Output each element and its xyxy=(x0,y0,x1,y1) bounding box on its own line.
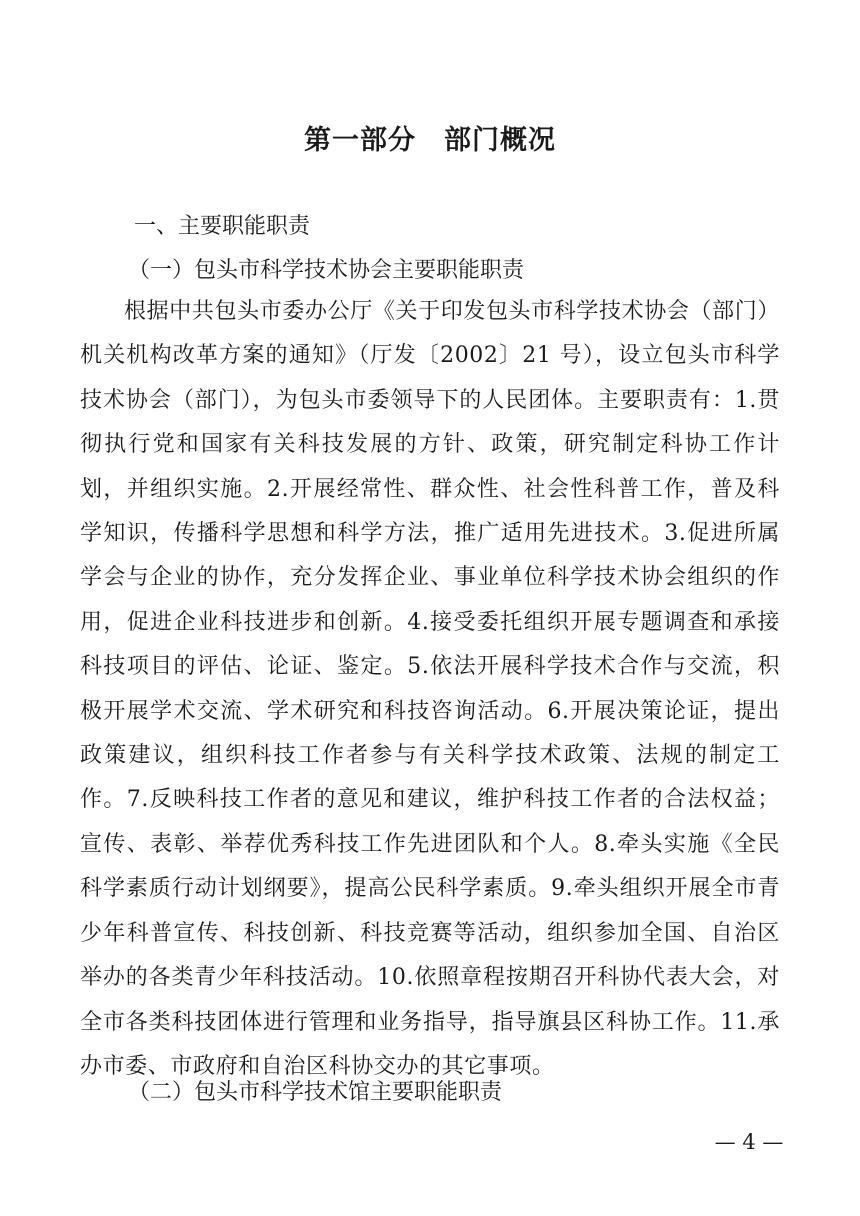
subsection-heading-2: （二）包头市科学技术馆主要职能职责 xyxy=(128,1080,503,1105)
subsection-1-body-paragraph: 根据中共包头市委办公厅《关于印发包头市科学技术协会（部门）机关机构改革方案的通知》（厅发〔2002〕21 号），设立包头市科学技术协会（部门），为包头市委领导下的人民团体。主要职责有：1.贯彻执行党和国家有关科技发展的方针、政策，研究制定科协工作计划，并组织实施。2.开展经常性、群众性、社会性科普工作，普及科学知识，传播科学思想和科学方法，推广适用先进技术。3.促进所属学会与企业的协作，充分发挥企业、事业单位科学技术协会组织的作用，促进企业科技进步和创新。4.接受委托组织开展专题调查和承接科技项目的评估、论证、鉴定。5.依法开展科学技术合作与交流，积极开展学术交流、学术研究和科技咨询活动。6.开展决策论证，提出政策建议，组织科技工作者参与有关科学技术政策、法规的制定工作。7.反映科技工作者的意见和建议，维护科技工作者的合法权益；宣传、表彰、举荐优秀科技工作先进团队和个人。8.牵头实施《全民科学素质行动计划纲要》，提高公民科学素质。9.牵头组织开展全市青少年科普宣传、科技创新、科技竞赛等活动，组织参加全国、自治区举办的各类青少年科技活动。10.依照章程按期召开科协代表大会，对全市各类科技团体进行管理和业务指导，指导旗县区科协工作。11.承办市委、市政府和自治区科协交办的其它事项。 xyxy=(80,299,780,1079)
subsection-heading-1: （一）包头市科学技术协会主要职能职责 xyxy=(128,258,525,283)
section-heading: 一、主要职能职责 xyxy=(134,214,311,239)
document-title: 第一部分 部门概况 xyxy=(304,125,556,156)
page-number: — 4 — xyxy=(714,1130,784,1154)
